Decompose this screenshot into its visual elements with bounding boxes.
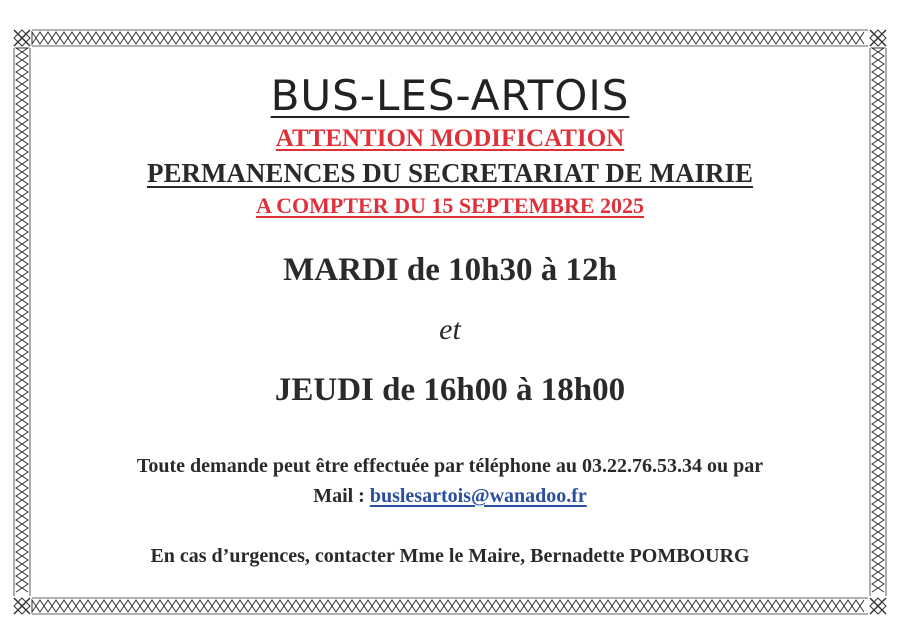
schedule-conjunction: et — [439, 313, 461, 346]
mail-label: Mail : — [313, 485, 365, 507]
schedule-thursday: JEUDI de 16h00 à 18h00 — [274, 372, 626, 408]
schedule-tuesday: MARDI de 10h30 à 12h — [283, 252, 617, 288]
attention-heading — [40, 124, 860, 154]
effective-date — [40, 192, 860, 220]
attention-text: ATTENTION MODIFICATION — [275, 125, 625, 152]
notice — [40, 0, 860, 636]
contact-phone-line: Toute demande peut être effectuée par téléphone au 03.22.76.53.34 ou par — [136, 455, 764, 477]
effective-date-text: A COMPTER DU 15 SEPTEMBRE 2025 — [255, 193, 645, 218]
contact-mail-line — [40, 482, 860, 510]
town-title — [40, 70, 860, 122]
subject-heading — [40, 157, 860, 189]
emergency-contact: En cas d’urgences, contacter Mme le Maire, Bernadette POMBOURG — [150, 545, 750, 567]
town-title-text: BUS-LES-ARTOIS — [270, 71, 630, 120]
subject-text: PERMANENCES DU SECRETARIAT DE MAIRIE — [146, 158, 754, 188]
mail-link[interactable]: buslesartois@wanadoo.fr — [369, 485, 587, 507]
